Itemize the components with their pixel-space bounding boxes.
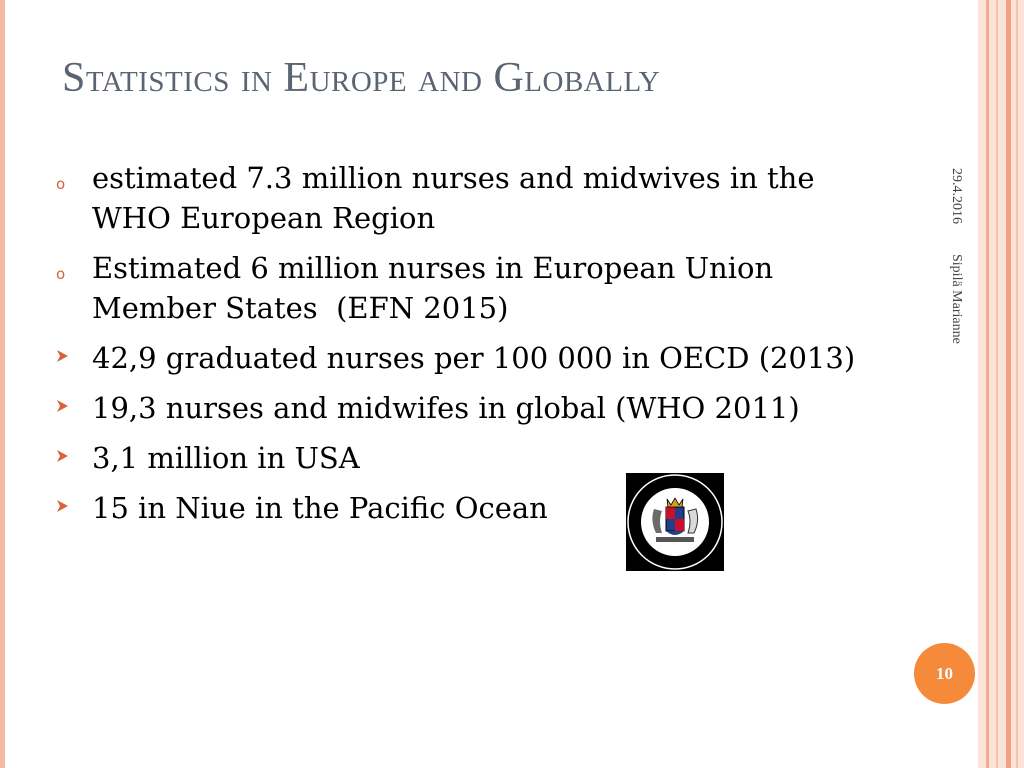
slide-date: 29.4.2016 xyxy=(949,168,964,224)
arrow-bullet-icon xyxy=(56,439,70,479)
bullet-text: Estimated 6 million nurses in European Union Member States (EFN 2015) xyxy=(92,251,774,325)
circle-bullet-icon: o xyxy=(56,175,66,193)
right-border-line xyxy=(1006,0,1011,768)
arrow-bullet-icon xyxy=(56,339,70,379)
slide-author: Sipilä Marianne xyxy=(949,253,964,344)
slide-title: Statistics in Europe and Globally xyxy=(62,55,661,101)
bullet-list xyxy=(54,158,934,538)
bullet-item xyxy=(54,488,934,528)
right-border-line xyxy=(1016,0,1018,768)
niue-seal-image xyxy=(626,473,724,571)
bullet-item xyxy=(54,248,934,328)
bullet-text: 15 in Niue in the Pacific Ocean xyxy=(92,491,548,525)
bullet-item xyxy=(54,338,934,378)
bullet-text: 42,9 graduated nurses per 100 000 in OECD (2013) xyxy=(92,341,856,375)
bullet-item xyxy=(54,388,934,428)
bullet-text: 3,1 million in USA xyxy=(92,441,360,475)
right-border-line xyxy=(996,0,998,768)
bullet-text: estimated 7.3 million nurses and midwives in the WHO European Region xyxy=(92,161,815,235)
arrow-bullet-icon xyxy=(56,489,70,529)
footer-vertical-text xyxy=(948,168,964,369)
bullet-text: 19,3 nurses and midwifes in global (WHO 2011) xyxy=(92,391,800,425)
left-border-strip xyxy=(0,0,5,768)
arrow-bullet-icon xyxy=(56,389,70,429)
bullet-item xyxy=(54,158,934,238)
page-number-badge: 10 xyxy=(914,643,975,704)
bullet-item xyxy=(54,438,934,478)
right-border-line xyxy=(986,0,989,768)
circle-bullet-icon: o xyxy=(56,265,66,283)
